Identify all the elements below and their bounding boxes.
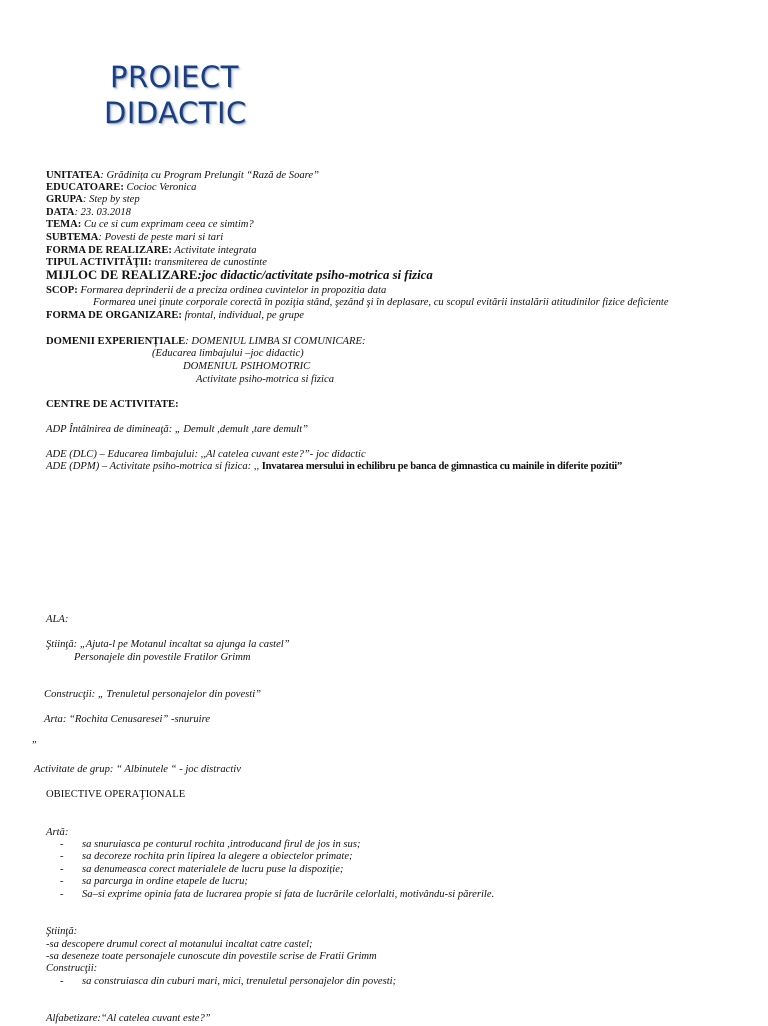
- field-mijloc: [46, 269, 433, 282]
- field-value: Activitate integrata: [171, 245, 257, 256]
- field-label: TEMA:: [46, 219, 82, 230]
- ala-arta: Arta: “Rochita Cenusaresei” -snuruire: [44, 714, 211, 725]
- ala-grup: Activitate de grup: “ Albinutele “ - joc distractiv: [34, 764, 241, 775]
- field-value: transmiterea de cunostinte: [151, 257, 267, 268]
- field-value: : 23. 03.2018: [74, 207, 131, 218]
- field-label: DATA: [46, 207, 75, 218]
- field-label: UNITATEA: [46, 170, 101, 181]
- field-forma-realizare: [46, 245, 257, 258]
- field-label: MIJLOC DE REALIZARE: [46, 268, 198, 282]
- domenii-value: : DOMENIUL LIMBA SI COMUNICARE:: [185, 336, 366, 347]
- field-value: Formarea deprinderii de a preciza ordinea cuvintelor in propozitia data: [77, 285, 387, 296]
- field-value: : Grădinița cu Program Prelungit “Rază de Soare”: [100, 170, 319, 181]
- domenii-line-3: Activitate psiho-motrica si fizica: [196, 374, 334, 385]
- field-label: FORMA DE REALIZARE:: [46, 245, 172, 256]
- field-label: EDUCATOARE:: [46, 182, 124, 193]
- domenii-line-2: DOMENIUL PSIHOMOTRIC: [183, 361, 311, 372]
- field-scop: [46, 285, 386, 298]
- obiective-stiinta-2: -sa deseneze toate personajele cunoscute din povestile scrise de Fratii Grimm: [46, 951, 377, 962]
- ala-constructii: Construcţii: „ Trenuletul personajelor din povesti”: [44, 689, 262, 700]
- ala-label: ALA:: [46, 614, 69, 625]
- field-scop-2: Formarea unei ţinute corporale corectă în poziţia stând, şezând şi în deplasare, cu scopul evitării instalării atitudinilor fizice deficiente: [93, 297, 669, 308]
- title-line-1: PROIECT: [110, 60, 239, 94]
- obiective-stiinta-1: -sa descopere drumul corect al motanului incaltat catre castel;: [46, 939, 313, 950]
- field-tema: [46, 219, 254, 232]
- field-educatoare: [46, 182, 196, 195]
- centre-adp: ADP Întâlnirea de dimineaţă: „ Demult ,demult ,tare demult”: [46, 424, 309, 435]
- ala-quote: „: [32, 734, 38, 745]
- field-value: Cocioc Veronica: [123, 182, 197, 193]
- list-item: - sa parcurga in ordine etapele de lucru;: [60, 876, 248, 887]
- obiective-constructii-label: Construcţii:: [46, 963, 98, 974]
- field-label: TIPUL ACTIVITĂŢII:: [46, 257, 152, 268]
- field-grupa: [46, 194, 140, 207]
- field-label: GRUPA: [46, 194, 83, 205]
- field-value: frontal, individual, pe grupe: [181, 310, 304, 321]
- field-value: Cu ce si cum exprimam ceea ce simtim?: [81, 219, 254, 230]
- field-label: SUBTEMA: [46, 232, 99, 243]
- obiective-alfabetizare: Alfabetizare:“Al catelea cuvant este?”: [46, 1013, 211, 1024]
- ala-stiinta-2: Personajele din povestile Fratilor Grimm: [74, 652, 251, 663]
- centre-ade-dlc: ADE (DLC) – Educarea limbajului: ,,Al catelea cuvant este?”- joc didactic: [46, 449, 366, 460]
- domenii: [46, 336, 366, 349]
- field-value: :joc didactic/activitate psiho-motrica si fizica: [197, 268, 433, 282]
- field-unitatea: [46, 170, 319, 183]
- field-forma-organizare: [46, 310, 304, 323]
- obiective-arta-label: Artă:: [46, 827, 69, 838]
- field-value: : Step by step: [82, 194, 140, 205]
- field-data: [46, 207, 131, 220]
- field-label: SCOP:: [46, 285, 78, 296]
- title-line-2: DIDACTIC: [104, 96, 247, 130]
- field-subtema: [46, 232, 223, 245]
- list-item: - Sa–si exprime opinia fata de lucrarea propie si fata de lucrările celorlalti, motivându-si părerile.: [60, 889, 495, 900]
- list-item: - sa construiasca din cuburi mari, mici, trenuletul personajelor din povesti;: [60, 976, 397, 987]
- ade-dpm-label: ADE (DPM) – Activitate psiho-motrica si fizica: ,,: [46, 461, 262, 472]
- obiective-heading: OBIECTIVE OPERAŢIONALE: [46, 789, 186, 800]
- list-item: - sa snuruiasca pe conturul rochita ,introducand firul de jos in sus;: [60, 839, 361, 850]
- field-label: FORMA DE ORGANIZARE:: [46, 310, 182, 321]
- obiective-stiinta-label: Ştiinţă:: [46, 926, 78, 937]
- list-item: - sa decoreze rochita prin lipirea la alegere a obiectelor primate;: [60, 851, 353, 862]
- centre-ade-dpm: [46, 461, 622, 474]
- domenii-label: DOMENII EXPERIENȚIALE: [46, 336, 186, 347]
- field-value: : Povesti de peste mari si tari: [98, 232, 224, 243]
- centre-heading: CENTRE DE ACTIVITATE:: [46, 399, 179, 410]
- ade-dpm-value: Invatarea mersului in echilibru pe banca de gimnastica cu mainile in diferite pozitii”: [261, 461, 623, 472]
- domenii-line-1: (Educarea limbajului –joc didactic): [152, 348, 304, 359]
- ala-stiinta: Ştiinţă: „Ajuta-l pe Motanul incaltat sa ajunga la castel”: [46, 639, 290, 650]
- list-item: - sa denumeasca corect materialele de lucru puse la dispoziție;: [60, 864, 344, 875]
